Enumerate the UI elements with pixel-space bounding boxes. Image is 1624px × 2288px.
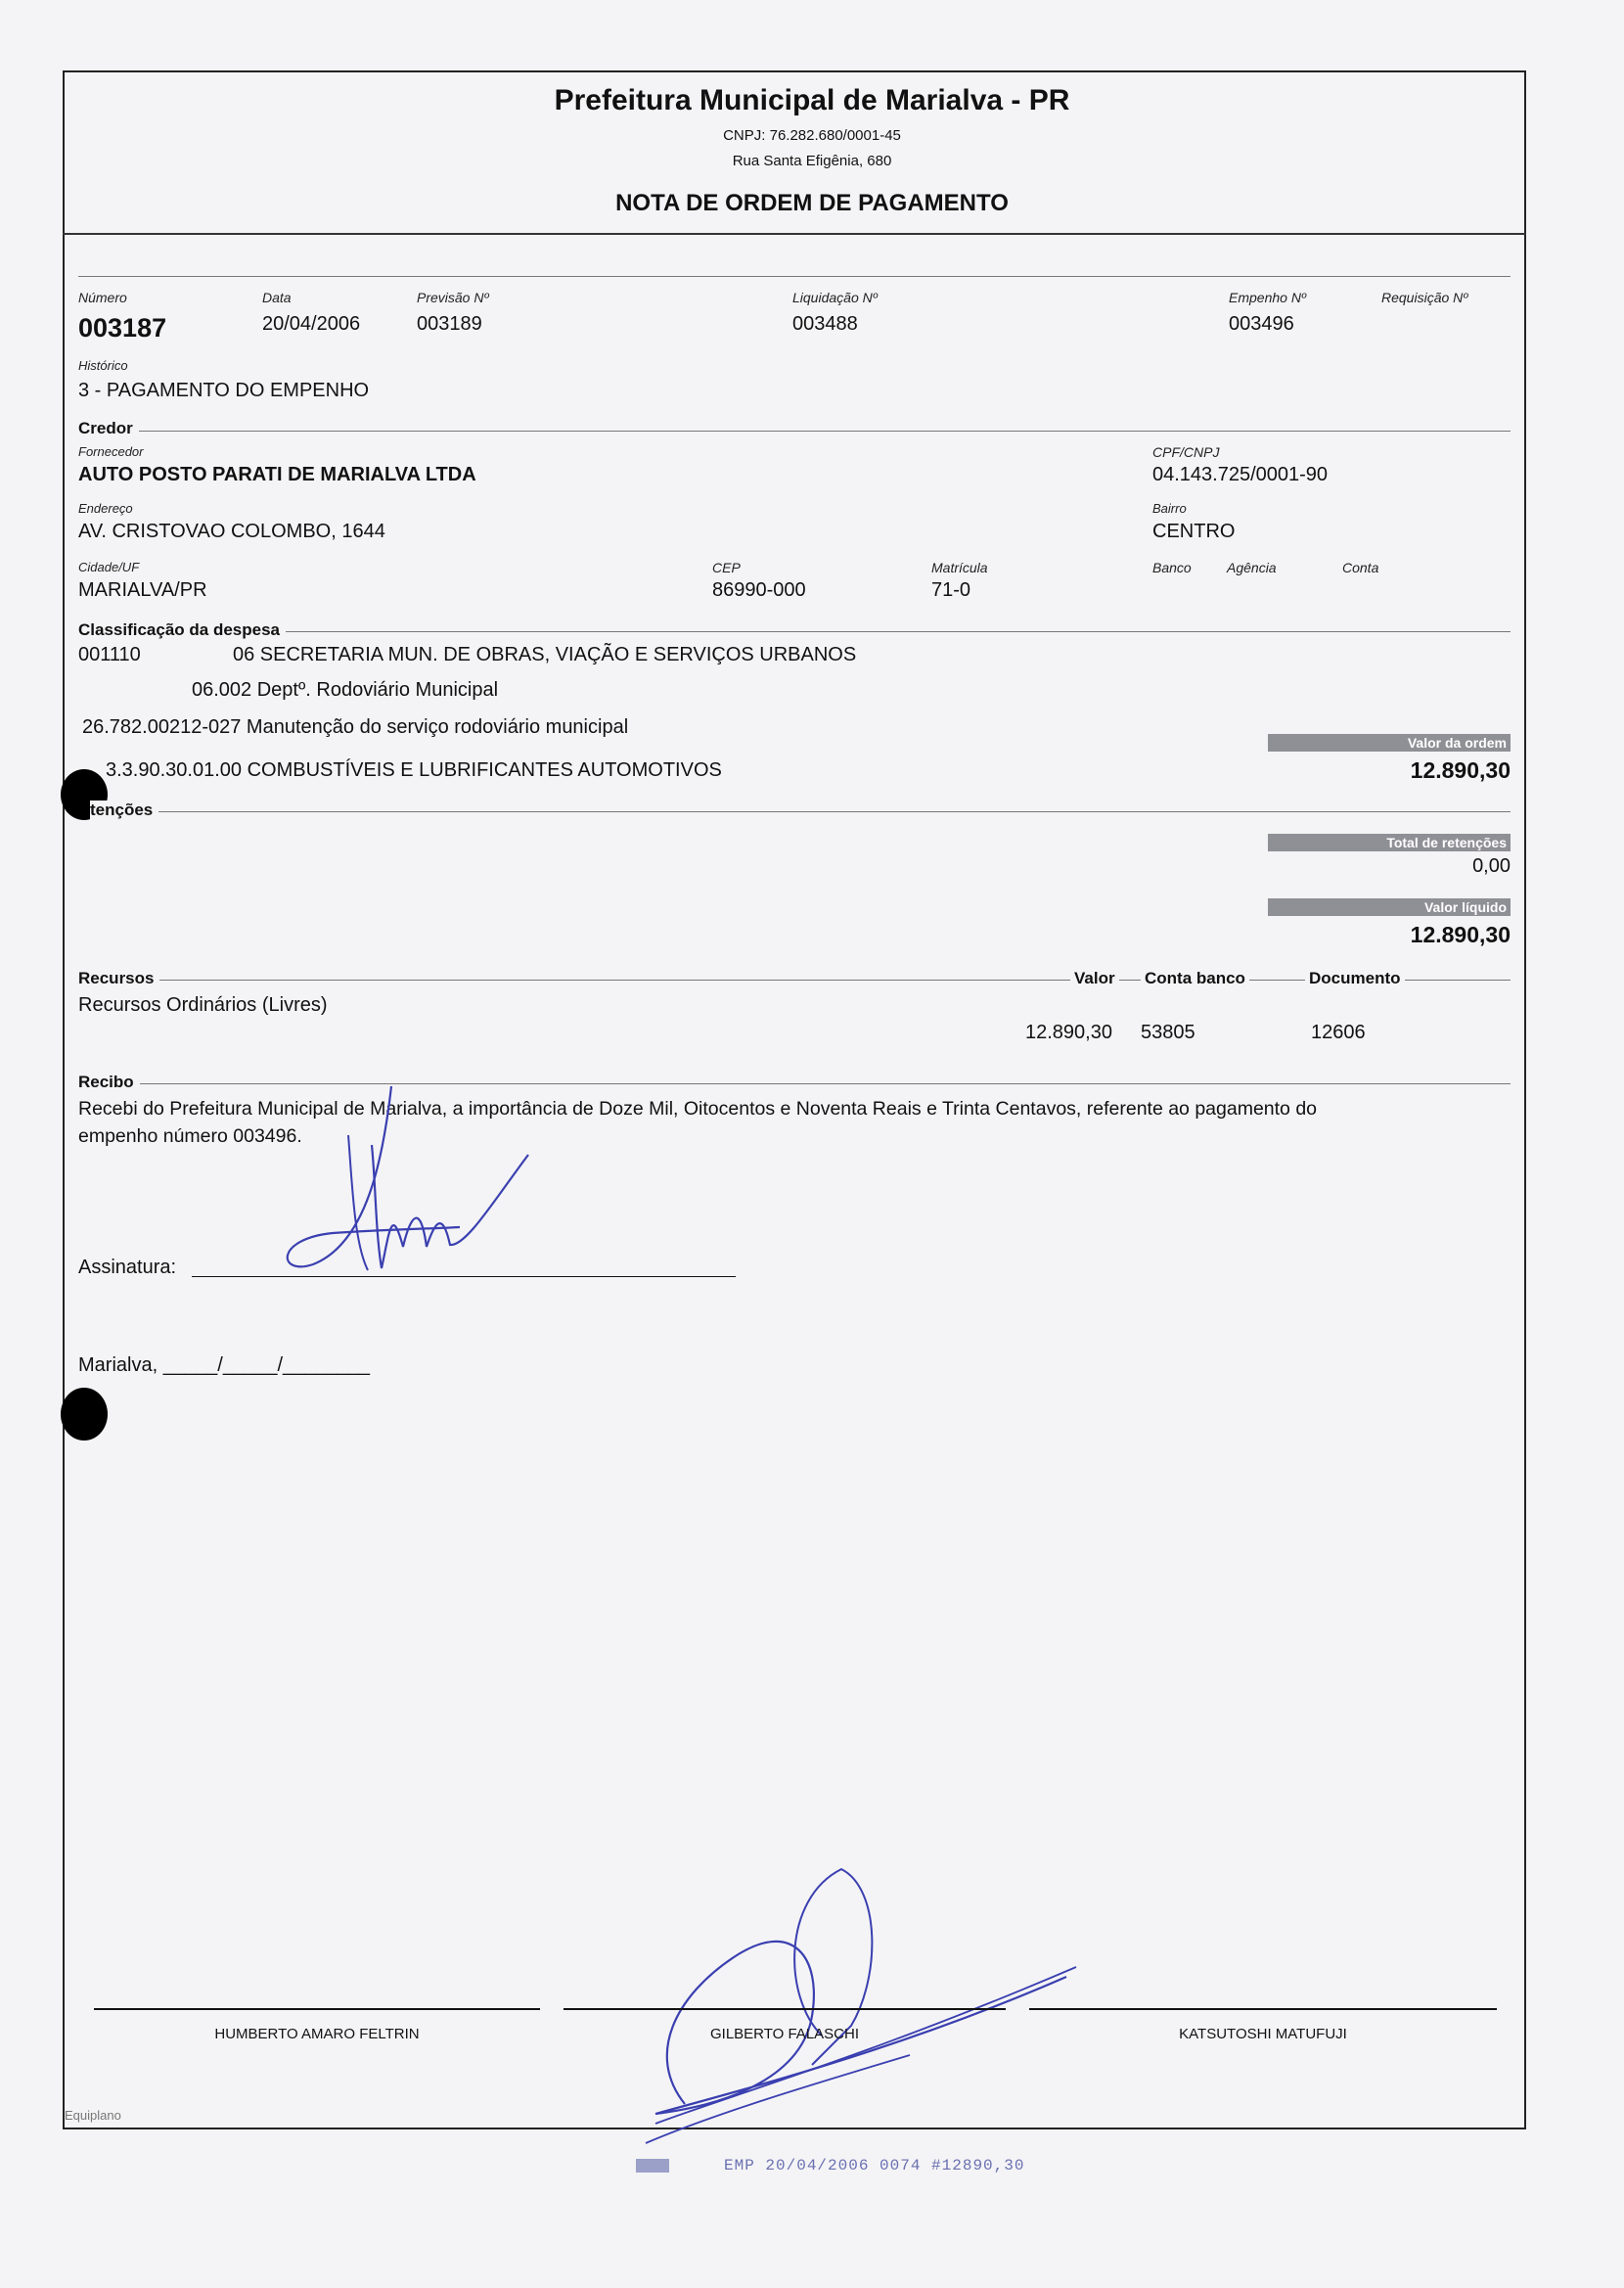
cidade-value: MARIALVA/PR <box>78 579 207 601</box>
banco-label: Banco <box>1152 560 1192 575</box>
numero-value: 003187 <box>78 313 167 343</box>
empenho-value: 003496 <box>1229 313 1294 335</box>
retencoes-section: tenções <box>90 801 158 820</box>
signatory-name-3: KATSUTOSHI MATUFUJI <box>1179 2026 1347 2042</box>
signatory-name-1: HUMBERTO AMARO FELTRIN <box>214 2026 420 2042</box>
recursos-valor-label: Valor <box>1070 969 1119 988</box>
classificacao-code: 001110 <box>78 644 141 665</box>
classificacao-section: Classificação da despesa <box>78 620 286 640</box>
recursos-documento: 12606 <box>1311 1022 1366 1043</box>
programa-text: 26.782.00212-027 Manutenção do serviço rodoviário municipal <box>82 716 629 738</box>
recursos-conta: 53805 <box>1141 1022 1195 1043</box>
page-title: Prefeitura Municipal de Marialva - PR <box>554 84 1070 116</box>
cpf-label: CPF/CNPJ <box>1152 444 1220 460</box>
bank-stamp-icon <box>636 2159 669 2173</box>
total-retencoes-bar: Total de retenções <box>1268 834 1511 851</box>
endereco-label: Endereço <box>78 501 133 516</box>
credor-rule <box>78 431 1511 432</box>
previsao-value: 003189 <box>417 313 482 335</box>
empenho-label: Empenho Nº <box>1229 290 1307 305</box>
valor-liquido-value: 12.890,30 <box>1410 922 1511 947</box>
document-title: NOTA DE ORDEM DE PAGAMENTO <box>615 190 1009 216</box>
cep-value: 86990-000 <box>712 579 806 601</box>
matricula-label: Matrícula <box>931 560 988 575</box>
handwritten-signature-footer <box>616 1859 1086 2153</box>
assinatura-label: Assinatura: <box>78 1257 177 1278</box>
signature-line-1 <box>94 2008 540 2010</box>
data-value: 20/04/2006 <box>262 313 361 335</box>
liquidacao-value: 003488 <box>792 313 858 335</box>
classificacao-rule <box>78 631 1511 632</box>
valor-liquido-bar: Valor líquido <box>1268 898 1511 916</box>
cpf-value: 04.143.725/0001-90 <box>1152 464 1329 485</box>
credor-section: Credor <box>78 419 139 438</box>
header-divider <box>63 233 1526 235</box>
bank-stamp: EMP 20/04/2006 0074 #12890,30 <box>724 2157 1025 2174</box>
cep-label: CEP <box>712 560 741 575</box>
recibo-text-line1: Recebi do Prefeitura Municipal de Marialva, a importância de Doze Mil, Oitocentos e Noventa Reais e Trinta Centavos, referente ao pagamento do <box>78 1098 1318 1120</box>
recursos-documento-label: Documento <box>1305 969 1405 988</box>
matricula-value: 71-0 <box>931 579 971 601</box>
depto-text: 06.002 Deptº. Rodoviário Municipal <box>192 679 499 701</box>
recursos-descricao: Recursos Ordinários (Livres) <box>78 994 328 1016</box>
historico-label: Histórico <box>78 358 128 373</box>
recibo-text-line2: empenho número 003496. <box>78 1125 302 1147</box>
local-data-field: Marialva, _____/_____/________ <box>78 1354 371 1376</box>
recursos-valor: 12.890,30 <box>1025 1022 1112 1043</box>
secretaria-text: 06 SECRETARIA MUN. DE OBRAS, VIAÇÃO E SERVIÇOS URBANOS <box>233 644 857 665</box>
cnpj-line: CNPJ: 76.282.680/0001-45 <box>723 127 901 144</box>
handwritten-signature-recibo <box>274 1037 567 1321</box>
agencia-label: Agência <box>1227 560 1277 575</box>
conta-label: Conta <box>1342 560 1379 575</box>
liquidacao-label: Liquidação Nº <box>792 290 878 305</box>
software-label: Equiplano <box>65 2108 121 2123</box>
previsao-label: Previsão Nº <box>417 290 489 305</box>
recursos-conta-label: Conta banco <box>1141 969 1249 988</box>
recibo-section: Recibo <box>78 1073 140 1092</box>
cidade-label: Cidade/UF <box>78 560 140 574</box>
signature-line-2 <box>564 2008 1006 2010</box>
fornecedor-label: Fornecedor <box>78 444 144 459</box>
signatory-name-2: GILBERTO FALASCHI <box>710 2026 859 2042</box>
recursos-section: Recursos <box>78 969 159 988</box>
numero-label: Número <box>78 290 127 305</box>
elemento-text: 3.3.90.30.01.00 COMBUSTÍVEIS E LUBRIFICANTES AUTOMOTIVOS <box>106 759 722 781</box>
requisicao-label: Requisição Nº <box>1381 290 1468 305</box>
valor-ordem-bar: Valor da ordem <box>1268 734 1511 752</box>
recursos-rule <box>78 980 1511 981</box>
bairro-label: Bairro <box>1152 501 1187 516</box>
top-rule <box>78 276 1511 277</box>
punch-hole-lower <box>61 1388 108 1441</box>
retencoes-rule <box>108 811 1511 812</box>
valor-ordem-value: 12.890,30 <box>1410 757 1511 783</box>
signature-line-3 <box>1029 2008 1497 2010</box>
bairro-value: CENTRO <box>1152 521 1236 542</box>
data-label: Data <box>262 290 292 305</box>
total-retencoes-value: 0,00 <box>1472 855 1511 877</box>
endereco-value: AV. CRISTOVAO COLOMBO, 1644 <box>78 521 385 542</box>
fornecedor-value: AUTO POSTO PARATI DE MARIALVA LTDA <box>78 464 476 485</box>
historico-value: 3 - PAGAMENTO DO EMPENHO <box>78 380 370 401</box>
address-line: Rua Santa Efigênia, 680 <box>732 153 892 169</box>
